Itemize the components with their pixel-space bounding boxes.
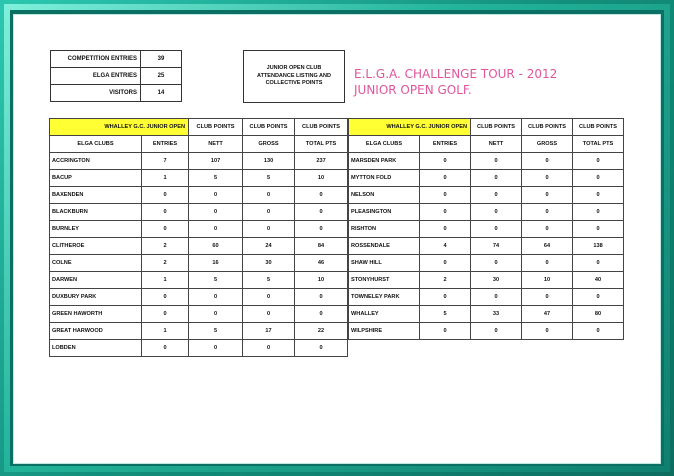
value-cell: 0 <box>295 340 348 357</box>
value-cell: 0 <box>471 323 522 340</box>
value-cell: 64 <box>522 238 573 255</box>
club-name-cell: STONYHURST <box>349 272 420 289</box>
header-cell: CLUB POINTS <box>573 119 624 136</box>
value-cell: 74 <box>471 238 522 255</box>
value-cell: 0 <box>573 204 624 221</box>
value-cell: 47 <box>522 306 573 323</box>
summary-row <box>51 68 182 85</box>
column-header: ELGA CLUBS <box>50 136 142 153</box>
value-cell: 5 <box>420 306 471 323</box>
value-cell: 237 <box>295 153 348 170</box>
value-cell: 0 <box>295 306 348 323</box>
value-cell: 0 <box>189 289 243 306</box>
value-cell: 84 <box>295 238 348 255</box>
value-cell: 10 <box>295 170 348 187</box>
summary-value: 39 <box>141 51 182 68</box>
club-name-cell: LOBDEN <box>50 340 142 357</box>
value-cell: 0 <box>142 221 189 238</box>
value-cell: 0 <box>295 221 348 238</box>
results-table-right <box>348 118 624 340</box>
value-cell: 40 <box>573 272 624 289</box>
value-cell: 0 <box>522 187 573 204</box>
value-cell: 0 <box>243 289 295 306</box>
value-cell: 22 <box>295 323 348 340</box>
value-cell: 5 <box>189 170 243 187</box>
value-cell: 80 <box>573 306 624 323</box>
summary-label: VISITORS <box>51 85 141 102</box>
table-row <box>50 272 348 289</box>
table-row <box>50 204 348 221</box>
value-cell: 0 <box>295 187 348 204</box>
header-cell: CLUB POINTS <box>471 119 522 136</box>
summary-label: ELGA ENTRIES <box>51 68 141 85</box>
summary-value: 25 <box>141 68 182 85</box>
table-row <box>349 204 624 221</box>
value-cell: 0 <box>471 153 522 170</box>
value-cell: 0 <box>142 306 189 323</box>
value-cell: 0 <box>471 170 522 187</box>
table-row <box>349 187 624 204</box>
header-cell: CLUB POINTS <box>189 119 243 136</box>
value-cell: 0 <box>243 204 295 221</box>
value-cell: 0 <box>420 153 471 170</box>
value-cell: 1 <box>142 323 189 340</box>
club-name-cell: COLNE <box>50 255 142 272</box>
value-cell: 0 <box>420 204 471 221</box>
value-cell: 138 <box>573 238 624 255</box>
value-cell: 0 <box>522 170 573 187</box>
value-cell: 0 <box>522 323 573 340</box>
club-name-cell: TOWNELEY PARK <box>349 289 420 306</box>
listing-title-box <box>243 50 345 103</box>
club-name-cell: BACUP <box>50 170 142 187</box>
club-name-cell: SHAW HILL <box>349 255 420 272</box>
value-cell: 33 <box>471 306 522 323</box>
results-table-left <box>49 118 348 357</box>
value-cell: 1 <box>142 272 189 289</box>
headline-line: JUNIOR OPEN GOLF. <box>354 83 472 97</box>
value-cell: 1 <box>142 170 189 187</box>
value-cell: 0 <box>243 221 295 238</box>
value-cell: 0 <box>243 340 295 357</box>
value-cell: 2 <box>420 272 471 289</box>
table-row <box>50 153 348 170</box>
value-cell: 5 <box>243 170 295 187</box>
table-header-row-top <box>349 119 624 136</box>
value-cell: 0 <box>420 255 471 272</box>
value-cell: 5 <box>189 323 243 340</box>
table-row <box>50 340 348 357</box>
value-cell: 16 <box>189 255 243 272</box>
value-cell: 0 <box>420 323 471 340</box>
header-cell: CLUB POINTS <box>522 119 573 136</box>
column-header: ENTRIES <box>142 136 189 153</box>
value-cell: 4 <box>420 238 471 255</box>
summary-row <box>51 85 182 102</box>
value-cell: 24 <box>243 238 295 255</box>
value-cell: 17 <box>243 323 295 340</box>
table-row <box>50 238 348 255</box>
value-cell: 0 <box>142 340 189 357</box>
value-cell: 10 <box>295 272 348 289</box>
summary-row <box>51 51 182 68</box>
header-cell: CLUB POINTS <box>295 119 348 136</box>
page-headline <box>354 66 557 98</box>
value-cell: 0 <box>471 204 522 221</box>
club-name-cell: WILPSHIRE <box>349 323 420 340</box>
column-header: NETT <box>471 136 522 153</box>
table-row <box>50 289 348 306</box>
value-cell: 0 <box>295 204 348 221</box>
value-cell: 0 <box>189 340 243 357</box>
column-header: GROSS <box>243 136 295 153</box>
value-cell: 0 <box>243 187 295 204</box>
value-cell: 0 <box>420 221 471 238</box>
value-cell: 0 <box>471 289 522 306</box>
value-cell: 30 <box>471 272 522 289</box>
table-row <box>349 153 624 170</box>
table-row <box>349 323 624 340</box>
value-cell: 10 <box>522 272 573 289</box>
table-row <box>349 272 624 289</box>
club-name-cell: PLEASINGTON <box>349 204 420 221</box>
club-name-cell: BLACKBURN <box>50 204 142 221</box>
table-header-row <box>50 136 348 153</box>
table-row <box>50 323 348 340</box>
value-cell: 0 <box>573 187 624 204</box>
club-name-cell: MYTTON FOLD <box>349 170 420 187</box>
table-row <box>349 221 624 238</box>
value-cell: 0 <box>243 306 295 323</box>
table-row <box>50 255 348 272</box>
header-cell: CLUB POINTS <box>243 119 295 136</box>
table-row <box>349 289 624 306</box>
club-name-cell: DUXBURY PARK <box>50 289 142 306</box>
value-cell: 0 <box>522 255 573 272</box>
club-name-cell: MARSDEN PARK <box>349 153 420 170</box>
value-cell: 0 <box>295 289 348 306</box>
title-line: ATTENDANCE LISTING AND <box>257 72 331 79</box>
value-cell: 0 <box>420 170 471 187</box>
value-cell: 0 <box>189 187 243 204</box>
value-cell: 130 <box>243 153 295 170</box>
value-cell: 0 <box>573 153 624 170</box>
value-cell: 0 <box>573 289 624 306</box>
title-line: JUNIOR OPEN CLUB <box>266 65 322 72</box>
club-name-cell: ACCRINGTON <box>50 153 142 170</box>
column-header: TOTAL PTS <box>295 136 348 153</box>
value-cell: 0 <box>522 204 573 221</box>
table-header-row-top <box>50 119 348 136</box>
value-cell: 0 <box>471 221 522 238</box>
value-cell: 46 <box>295 255 348 272</box>
club-name-cell: BAXENDEN <box>50 187 142 204</box>
value-cell: 0 <box>142 204 189 221</box>
value-cell: 0 <box>573 323 624 340</box>
club-name-cell: CLITHEROE <box>50 238 142 255</box>
value-cell: 5 <box>243 272 295 289</box>
club-name-cell: WHALLEY <box>349 306 420 323</box>
value-cell: 2 <box>142 255 189 272</box>
summary-value: 14 <box>141 85 182 102</box>
club-name-cell: BURNLEY <box>50 221 142 238</box>
club-name-cell: GREAT HARWOOD <box>50 323 142 340</box>
value-cell: 60 <box>189 238 243 255</box>
column-header: ENTRIES <box>420 136 471 153</box>
table-row <box>349 255 624 272</box>
table-row <box>349 306 624 323</box>
value-cell: 0 <box>189 306 243 323</box>
column-header: GROSS <box>522 136 573 153</box>
table-row <box>349 238 624 255</box>
value-cell: 0 <box>471 255 522 272</box>
club-name-cell: RISHTON <box>349 221 420 238</box>
table-row <box>50 306 348 323</box>
title-line: COLLECTIVE POINTS <box>265 80 323 87</box>
table-row <box>50 221 348 238</box>
club-name-cell: NELSON <box>349 187 420 204</box>
value-cell: 0 <box>573 170 624 187</box>
value-cell: 0 <box>420 289 471 306</box>
value-cell: 5 <box>189 272 243 289</box>
value-cell: 0 <box>573 221 624 238</box>
value-cell: 0 <box>189 221 243 238</box>
value-cell: 0 <box>420 187 471 204</box>
value-cell: 0 <box>522 221 573 238</box>
club-name-cell: ROSSENDALE <box>349 238 420 255</box>
table-header-row <box>349 136 624 153</box>
column-header: TOTAL PTS <box>573 136 624 153</box>
value-cell: 0 <box>522 289 573 306</box>
value-cell: 107 <box>189 153 243 170</box>
table-row <box>50 170 348 187</box>
value-cell: 0 <box>142 187 189 204</box>
value-cell: 0 <box>189 204 243 221</box>
headline-line: E.L.G.A. CHALLENGE TOUR - 2012 <box>354 67 558 81</box>
column-header: ELGA CLUBS <box>349 136 420 153</box>
value-cell: 0 <box>471 187 522 204</box>
value-cell: 30 <box>243 255 295 272</box>
table-row <box>50 187 348 204</box>
summary-label: COMPETITION ENTRIES <box>51 51 141 68</box>
competition-name-cell: WHALLEY G.C. JUNIOR OPEN <box>50 119 189 136</box>
value-cell: 2 <box>142 238 189 255</box>
club-name-cell: GREEN HAWORTH <box>50 306 142 323</box>
value-cell: 0 <box>142 289 189 306</box>
value-cell: 0 <box>573 255 624 272</box>
table-row <box>349 170 624 187</box>
column-header: NETT <box>189 136 243 153</box>
value-cell: 7 <box>142 153 189 170</box>
value-cell: 0 <box>522 153 573 170</box>
entries-summary-table <box>50 50 182 102</box>
club-name-cell: DARWEN <box>50 272 142 289</box>
competition-name-cell: WHALLEY G.C. JUNIOR OPEN <box>349 119 471 136</box>
